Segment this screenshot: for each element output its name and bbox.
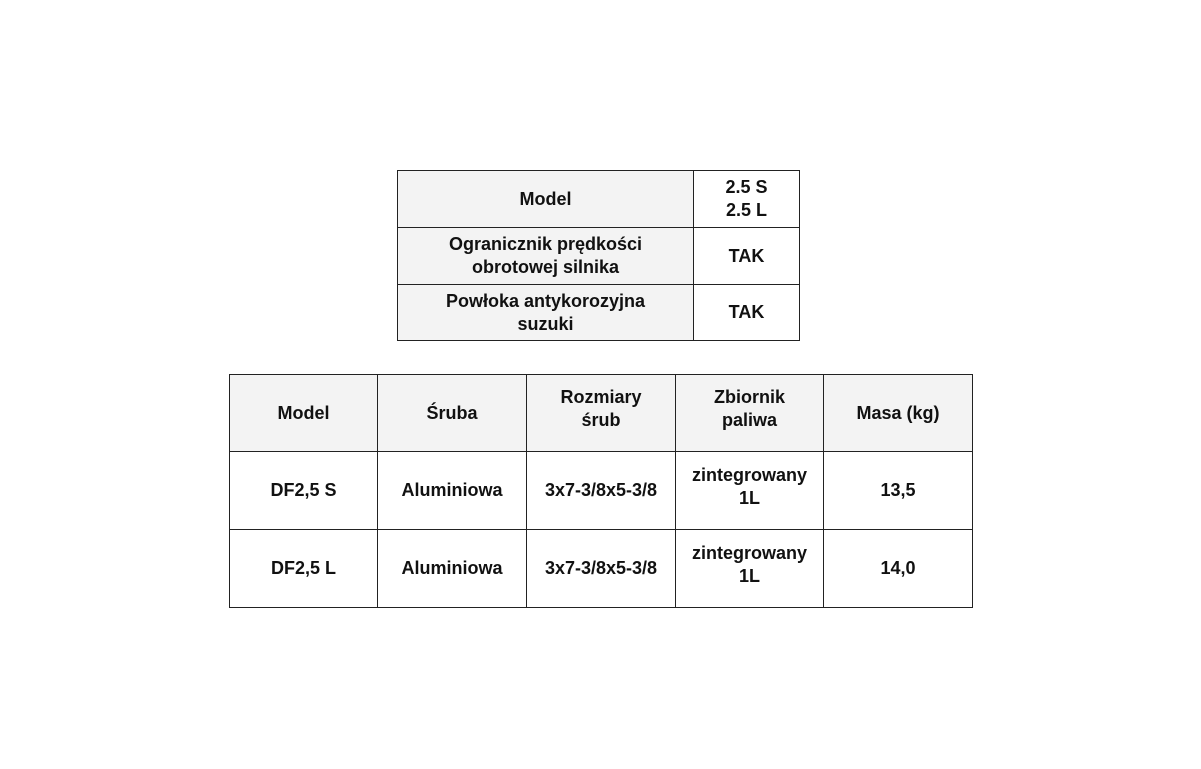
column-header-propeller: Śruba (378, 375, 527, 452)
table-cell-weight: 13,5 (824, 452, 973, 530)
table-row (398, 228, 800, 285)
table-cell-propeller: Aluminiowa (378, 452, 527, 530)
spec-table (397, 170, 800, 341)
table-cell-weight: 14,0 (824, 530, 973, 608)
table-cell-fuel-tank: zintegrowany 1L (676, 530, 824, 608)
column-header-fuel-tank: Zbiornik paliwa (676, 375, 824, 452)
table-row (398, 285, 800, 341)
column-header-weight: Masa (kg) (824, 375, 973, 452)
spec-value-coating: TAK (694, 285, 800, 341)
spec-value-model: 2.5 S 2.5 L (694, 171, 800, 228)
spec-label-coating: Powłoka antykorozyjna suzuki (398, 285, 694, 341)
table-row (398, 171, 800, 228)
table-cell-model: DF2,5 L (230, 530, 378, 608)
table-cell-propeller-size: 3x7-3/8x5-3/8 (527, 452, 676, 530)
table-cell-propeller-size: 3x7-3/8x5-3/8 (527, 530, 676, 608)
models-table (229, 374, 973, 608)
spec-value-speed-limiter: TAK (694, 228, 800, 285)
column-header-propeller-size: Rozmiary śrub (527, 375, 676, 452)
table-cell-propeller: Aluminiowa (378, 530, 527, 608)
column-header-model: Model (230, 375, 378, 452)
table-cell-model: DF2,5 S (230, 452, 378, 530)
table-row (230, 452, 973, 530)
spec-label-model: Model (398, 171, 694, 228)
table-row (230, 530, 973, 608)
table-cell-fuel-tank: zintegrowany 1L (676, 452, 824, 530)
spec-label-speed-limiter: Ogranicznik prędkości obrotowej silnika (398, 228, 694, 285)
table-header-row (230, 375, 973, 452)
